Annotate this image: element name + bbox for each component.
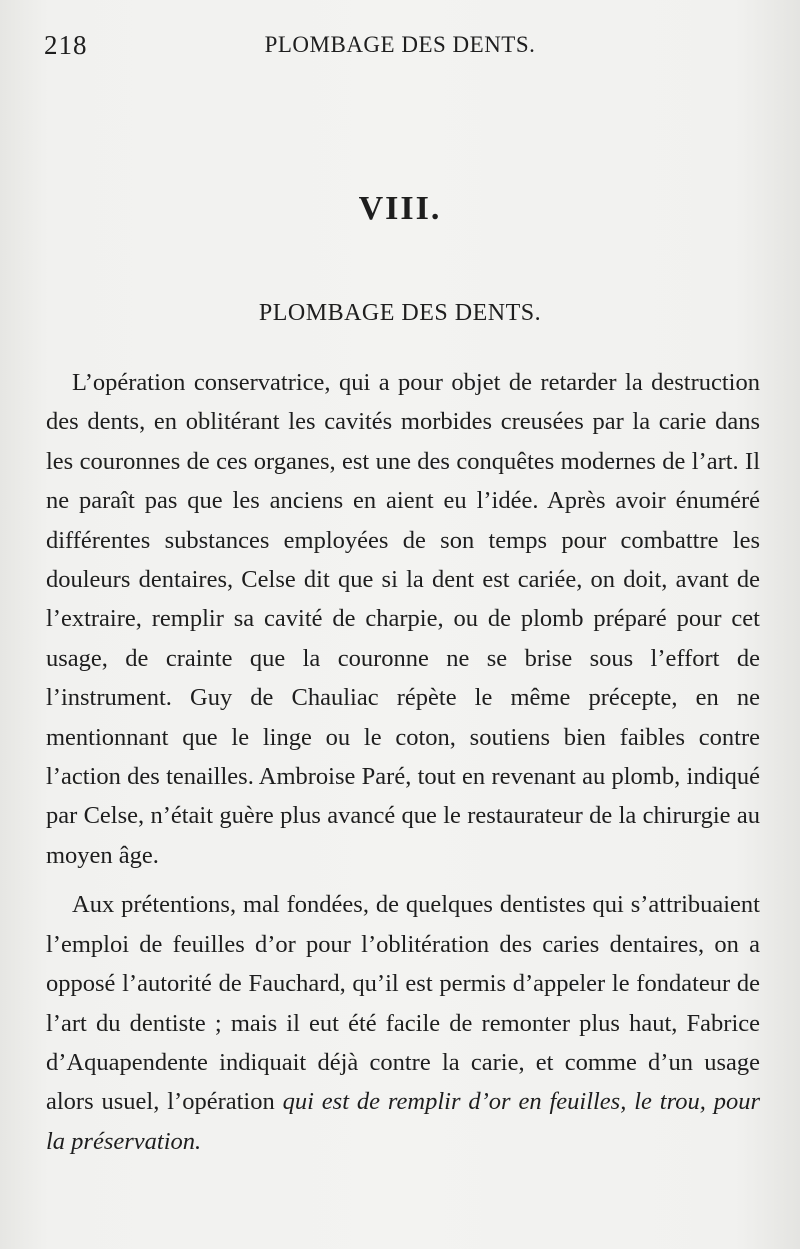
paragraph-2	[46, 885, 760, 1161]
show-through-texture	[46, 84, 760, 404]
paragraph-1: L’opération conservatrice, qui a pour objet de retarder la destruction des dents, en oblitérant les cavités morbides creusées par la carie dans les couronnes de ces organes, est une des conquêtes modernes de l’art. Il ne paraît pas que les anciens en aient eu l’idée. Après avoir énuméré différentes substances employées de son temps pour combattre les douleurs dentaires, Celse dit que si la dent est cariée, on doit, avant de l’extraire, remplir sa cavité de charpie, ou de plomb préparé pour cet usage, de crainte que la couronne ne se brise sous l’effort de l’instrument. Guy de Chauliac répète le même précepte, en ne mentionnant que le linge ou le coton, soutiens bien faibles contre l’action des tenailles. Ambroise Paré, tout en revenant au plomb, indiqué par Celse, n’était guère plus avancé que le restaurateur de la chirurgie au moyen âge.	[46, 369, 760, 869]
page-header	[44, 30, 756, 70]
paragraph-2-italic-quote: qui est de remplir d’or en feuilles, le trou, pour la préservation.	[46, 1088, 761, 1155]
body-text	[46, 363, 760, 1161]
paragraph-2-text: Aux prétentions, mal fondées, de quelques dentistes qui s’attribuaient l’emploi de feuilles d’or pour l’oblitération des caries dentaires, on a opposé l’autorité de Fauchard, qu’il est permis d’appeler le fondateur de l’art du dentiste ; mais il eut été facile de remonter plus haut, Fabrice d’Aquapendente indiquait déjà contre la carie, et comme d’un usage alors usuel, l’opération	[46, 891, 760, 1116]
chapter-number: VIII.	[358, 190, 442, 227]
section-title: PLOMBAGE DES DENTS.	[258, 300, 542, 326]
page-number: 218	[44, 30, 88, 60]
running-title: PLOMBAGE DES DENTS.	[264, 32, 536, 57]
